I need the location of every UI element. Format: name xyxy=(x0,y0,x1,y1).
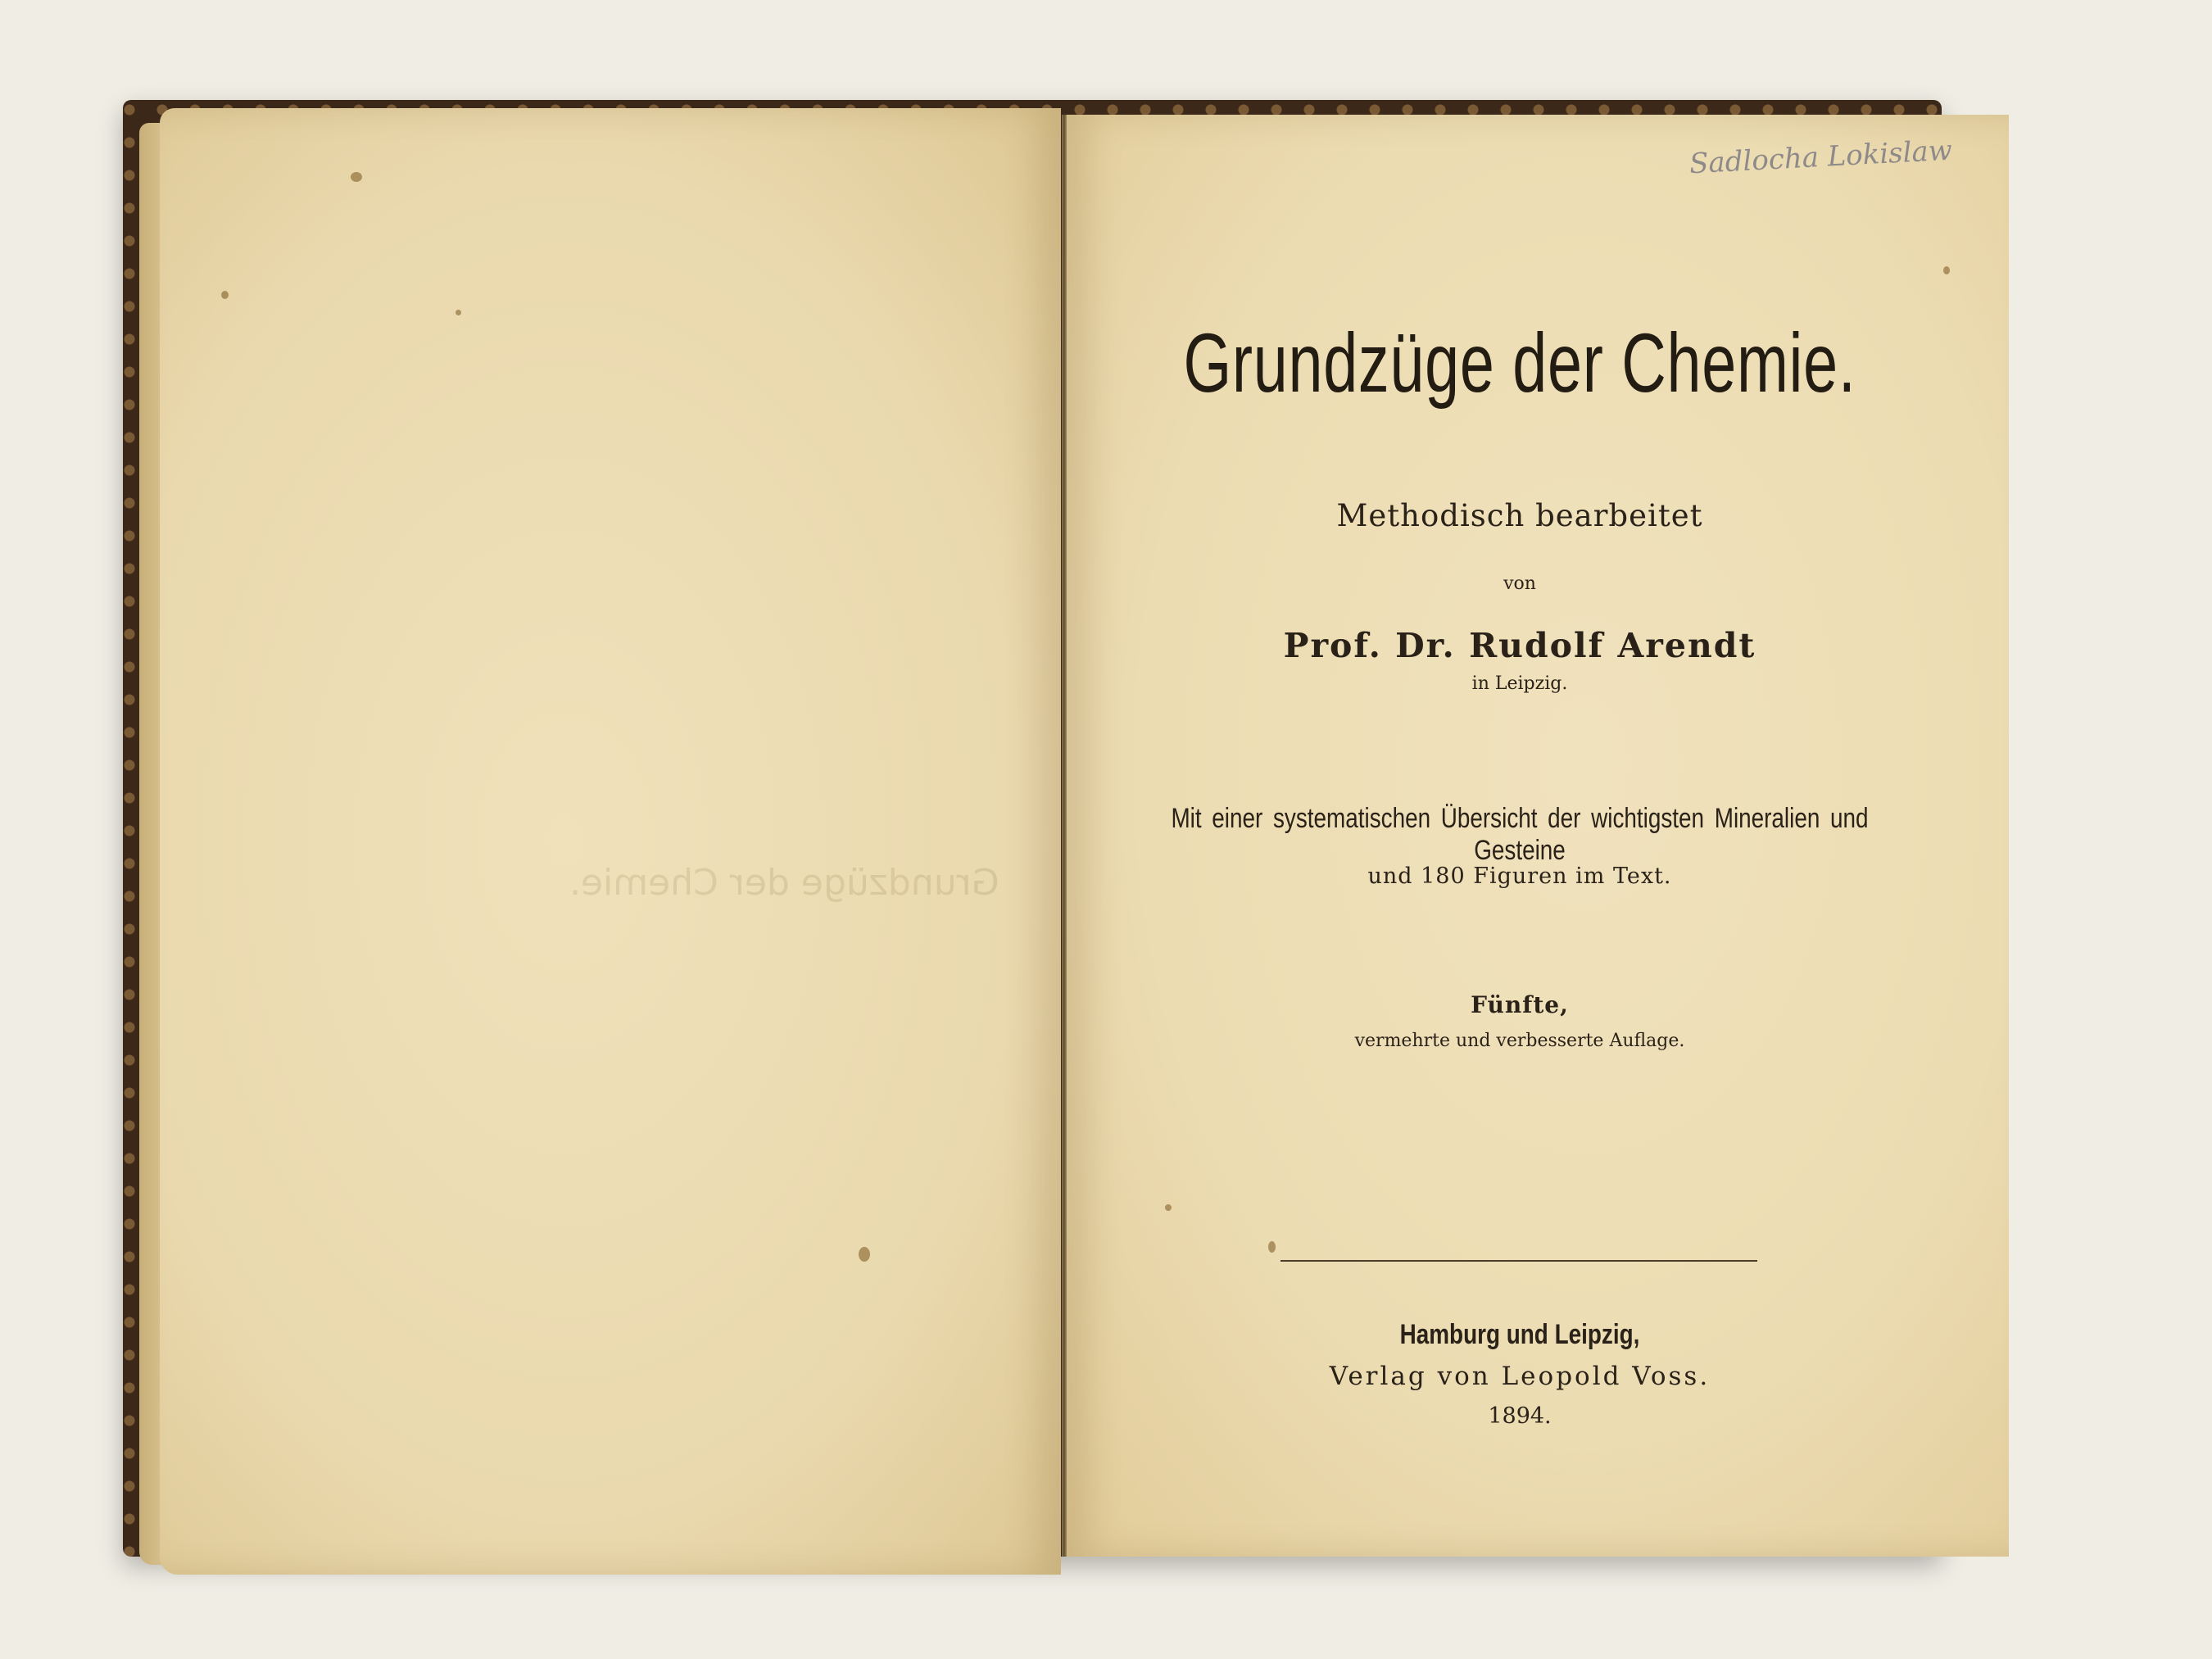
book-subtitle: Methodisch bearbeitet xyxy=(1336,498,1703,533)
foxing-spot xyxy=(351,172,362,182)
by-line: von xyxy=(1503,573,1536,594)
book-description: Mit einer systematischen Übersicht der wichtigsten Mineralien und Gesteine xyxy=(1171,803,1869,866)
book-title: Grundzüge der Chemie. xyxy=(1183,316,1856,410)
edition-note: vermehrte und verbesserte Auflage. xyxy=(1354,1031,1685,1051)
owner-signature: Sadlocha Lokislaw xyxy=(1688,134,1953,181)
foxing-spot xyxy=(1268,1241,1276,1253)
figures-note: und 180 Figuren im Text. xyxy=(1367,863,1672,889)
divider-rule xyxy=(1281,1260,1757,1262)
author-name: Prof. Dr. Rudolf Arendt xyxy=(1283,626,1756,665)
foxing-spot xyxy=(1165,1204,1172,1211)
show-through-text: Grundzüge der Chemie. xyxy=(569,862,999,904)
left-page xyxy=(160,108,1061,1575)
foxing-spot xyxy=(456,310,461,315)
edition: Fünfte, xyxy=(1471,991,1569,1018)
foxing-spot xyxy=(859,1247,870,1262)
publisher-place: Hamburg und Leipzig, xyxy=(1399,1319,1640,1350)
foxing-spot xyxy=(221,291,229,299)
author-place: in Leipzig. xyxy=(1471,673,1568,694)
foxing-spot xyxy=(1943,266,1950,274)
publisher-name: Verlag von Leopold Voss. xyxy=(1329,1362,1711,1391)
publication-year: 1894. xyxy=(1488,1403,1552,1429)
book-gutter xyxy=(1062,115,1067,1557)
